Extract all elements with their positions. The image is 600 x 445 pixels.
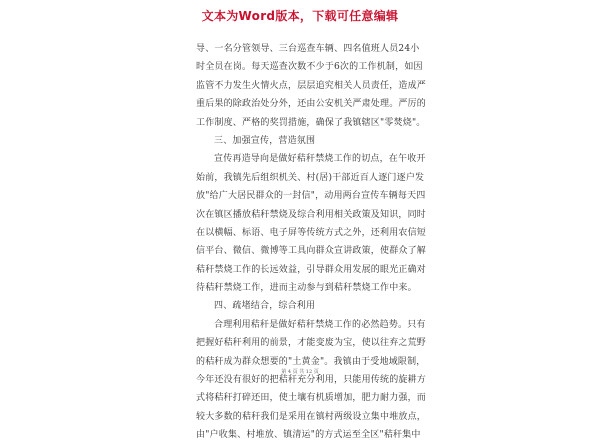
text-line: 始前，我镇先后组织机关、村(居)干部近百人逐门逐户发 (196, 172, 425, 183)
text-line: 由"户收集、村堆放、镇清运"的方式运至全区"秸秆集中 (196, 430, 421, 441)
text-line: 工作制度、严格的奖罚措施，确保了我镇辖区"零焚烧"。 (196, 117, 426, 128)
text-line: 重后果的除政治处分外，还由公安机关严肃处理。严厉的 (196, 99, 427, 110)
text-line: 待秸秆禁烧工作，进而主动参与到秸秆禁烧工作中来。 (196, 283, 417, 294)
download-banner: 文本为Word版本，下载可任意编辑 (201, 9, 399, 23)
text-line: 式将秸秆打碎还田，使土壤有机质增加，肥力耐力强，而 (196, 393, 427, 404)
text-line: 信平台、微信、微博等工具向群众宣讲政策，使群众了解 (196, 246, 427, 257)
paragraph-start: 宣传再造导向是做好秸秆禁烧工作的切点，在午收开 (214, 154, 426, 165)
text-line: 放"给广大居民群众的一封信"，动用两台宣传车辆每天四 (196, 191, 426, 202)
text-line: 把握好秸秆利用的前景，才能变废为宝，使以往弃之荒野 (196, 338, 427, 349)
text-line: 次在镇区播放秸秆禁烧及综合利用相关政策及知识，同时 (196, 209, 427, 220)
text-line: 秸秆禁烧工作的长远效益，引导群众用发展的眼光正确对 (196, 264, 427, 275)
text-line: 监管不力发生火情火点，层层追究相关人员责任，造成严 (196, 80, 427, 91)
text-line: 导、一名分管领导、三台巡查车辆、四名值班人员24小 (196, 44, 420, 54)
section-heading-4: 四、疏堵结合，综合利用 (214, 301, 316, 312)
text-line: 的秸秆成为群众想要的"土黄金"。我镇由于受地域限制， (196, 356, 426, 367)
text-line: 在以横幅、标语、电子屏等传统方式之外，还利用农信短 (196, 227, 427, 238)
text-line: 较大多数的秸秆我们是采用在镇村两级设立集中堆放点， (196, 411, 427, 422)
page-number-footer: 第 4 页 共 12 页 (281, 369, 319, 375)
document-body (196, 40, 427, 445)
section-heading-3: 三、加强宣传，营造氛围 (214, 135, 316, 146)
text-line: 今年还没有很好的把秸秆充分利用，只能用传统的旋耕方 (196, 375, 427, 386)
paragraph-start: 合理利用秸秆是做好秸秆禁烧工作的必然趋势。只有 (214, 319, 426, 330)
text-line: 时全员在岗。每天巡查次数不少于6次的工作机制，如因 (196, 62, 423, 73)
